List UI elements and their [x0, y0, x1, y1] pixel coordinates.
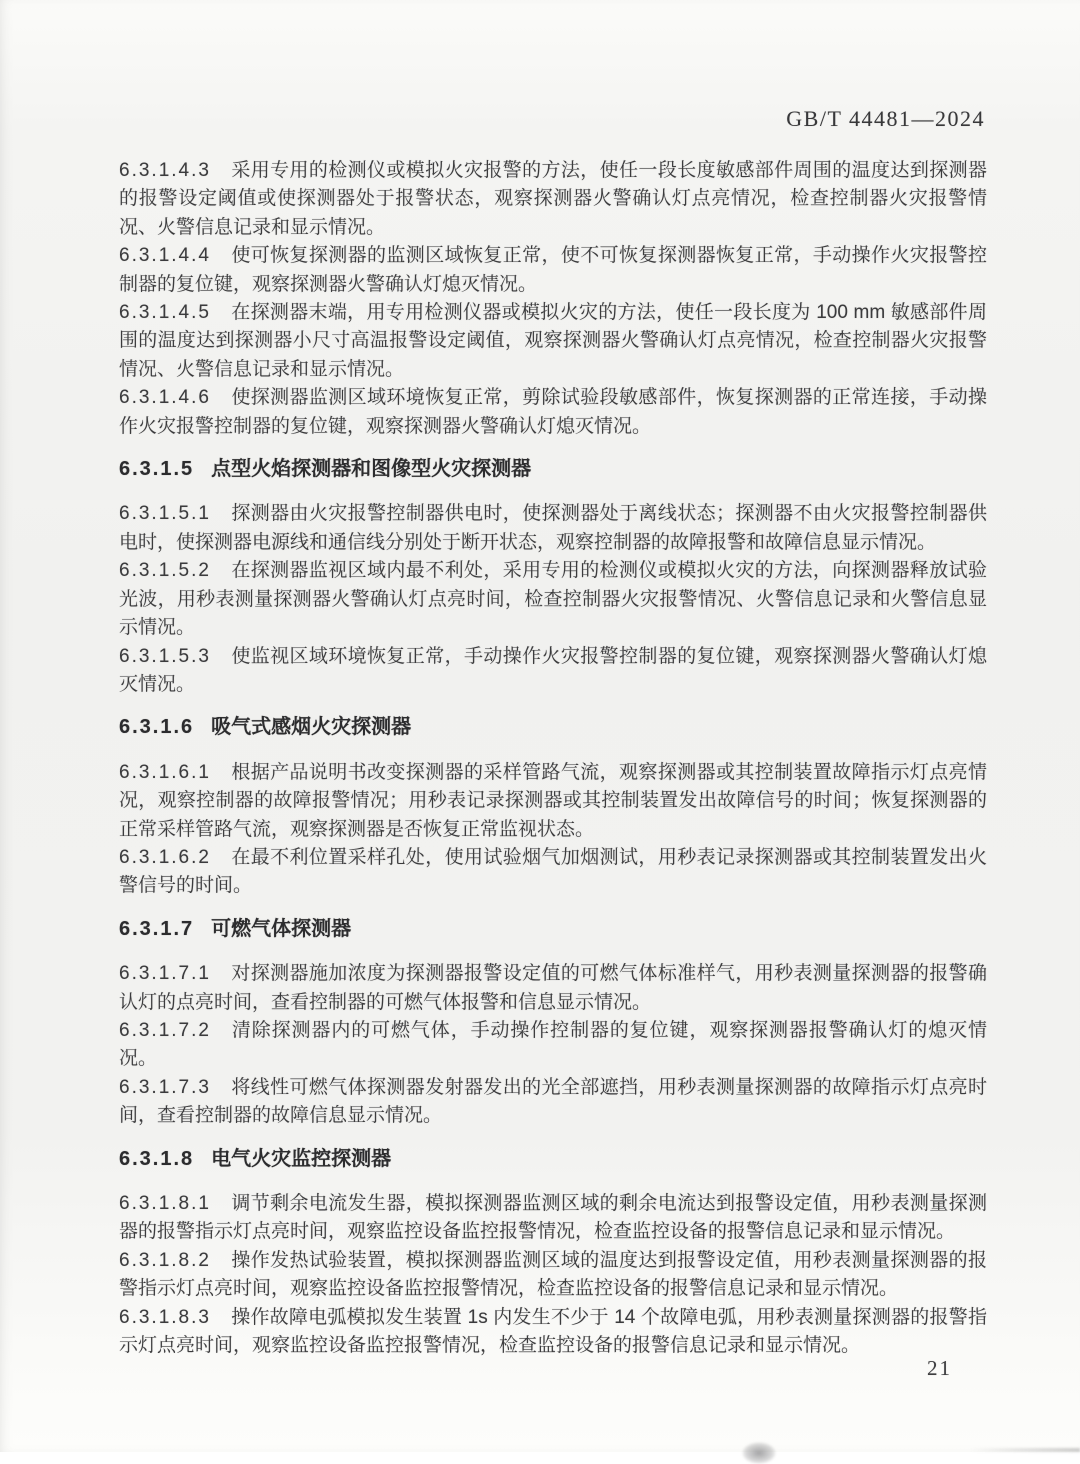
document-body	[119, 157, 987, 1360]
clause-number: 6.3.1.5.2	[119, 560, 211, 582]
section-heading	[119, 713, 987, 741]
clause-paragraph	[119, 1304, 987, 1361]
clause-text: 根据产品说明书改变探测器的采样管路气流，观察探测器或其控制装置故障指示灯点亮情况，观察控制器的故障报警情况；用秒表记录探测器或其控制装置发出故障信号的时间；恢复探测器的正常采样管路气流，观察探测器是否恢复正常监视状态。	[119, 761, 987, 840]
clause-text: 在最不利位置采样孔处，使用试验烟气加烟测试，用秒表记录探测器或其控制装置发出火警信号的时间。	[119, 846, 987, 897]
heading-text: 吸气式感烟火灾探测器	[211, 716, 412, 739]
clause-number: 6.3.1.4.5	[119, 302, 211, 324]
clause-number: 6.3.1.7.3	[119, 1076, 211, 1098]
clause-paragraph	[119, 299, 987, 384]
section-heading	[119, 455, 987, 483]
clause-number: 6.3.1.6.1	[119, 761, 211, 783]
clause-number: 6.3.1.4.4	[119, 245, 211, 267]
clause-paragraph	[119, 157, 987, 242]
clause-paragraph	[119, 557, 987, 642]
section-heading	[119, 1145, 987, 1173]
clause-paragraph	[119, 643, 987, 700]
clause-paragraph	[119, 1190, 987, 1247]
clause-text: 采用专用的检测仪或模拟火灾报警的方法，使任一段长度敏感部件周围的温度达到探测器的报警设定阈值或使探测器处于报警状态，观察探测器火警确认灯点亮情况，检查控制器火灾报警情况、火警信息记录和显示情况。	[119, 160, 987, 238]
heading-text: 可燃气体探测器	[211, 917, 352, 940]
clause-paragraph	[119, 759, 987, 844]
clause-number: 6.3.1.6	[119, 716, 195, 739]
clause-text: 使可恢复探测器的监测区域恢复正常，使不可恢复探测器恢复正常，手动操作火灾报警控制器的复位键，观察探测器火警确认灯熄灭情况。	[119, 245, 987, 295]
clause-number: 6.3.1.5.3	[119, 645, 211, 667]
clause-paragraph	[119, 1017, 987, 1074]
clause-number: 6.3.1.8.3	[119, 1306, 211, 1328]
clause-number: 6.3.1.8.2	[119, 1249, 211, 1271]
clause-number: 6.3.1.8.1	[119, 1193, 211, 1214]
scan-edge-shadow	[970, 1448, 1080, 1452]
clause-paragraph	[119, 500, 987, 557]
clause-number: 6.3.1.4.3	[119, 160, 211, 181]
page-number: 21	[927, 1356, 952, 1380]
clause-paragraph	[119, 242, 987, 299]
clause-text: 对探测器施加浓度为探测器报警设定值的可燃气体标准样气，用秒表测量探测器的报警确认灯的点亮时间，查看控制器的可燃气体报警和信息显示情况。	[119, 963, 987, 1013]
clause-number: 6.3.1.7.1	[119, 963, 211, 985]
clause-number: 6.3.1.7	[119, 917, 195, 940]
clause-text: 操作故障电弧模拟发生装置 1s 内发生不少于 14 个故障电弧，用秒表测量探测器的报警指示灯点亮时间，观察监控设备监控报警情况，检查监控设备的报警信息记录和显示情况。	[119, 1306, 987, 1357]
clause-paragraph	[119, 1247, 987, 1304]
clause-text: 探测器由火灾报警控制器供电时，使探测器处于离线状态；探测器不由火灾报警控制器供电时，使探测器电源线和通信线分别处于断开状态，观察控制器的故障报警和故障信息显示情况。	[119, 503, 987, 553]
clause-text: 在探测器监视区域内最不利处，采用专用的检测仪或模拟火灾的方法，向探测器释放试验光波，用秒表测量探测器火警确认灯点亮时间，检查控制器火灾报警情况、火警信息记录和火警信息显示情况。	[119, 560, 987, 639]
clause-number: 6.3.1.5	[119, 458, 195, 481]
clause-text: 操作发热试验装置，模拟探测器监测区域的温度达到报警设定值，用秒表测量探测器的报警指示灯点亮时间，观察监控设备监控报警情况，检查监控设备的报警信息记录和显示情况。	[119, 1249, 987, 1300]
section-heading	[119, 915, 987, 943]
clause-text: 使监视区域环境恢复正常，手动操作火灾报警控制器的复位键，观察探测器火警确认灯熄灭情况。	[119, 645, 987, 695]
clause-number: 6.3.1.5.1	[119, 503, 211, 525]
clause-text: 将线性可燃气体探测器发射器发出的光全部遮挡，用秒表测量探测器的故障指示灯点亮时间，查看控制器的故障信息显示情况。	[119, 1076, 987, 1127]
heading-text: 电气火灾监控探测器	[211, 1147, 392, 1170]
clause-paragraph	[119, 844, 987, 901]
scan-smudge	[742, 1442, 776, 1464]
clause-number: 6.3.1.7.2	[119, 1019, 211, 1041]
clause-paragraph	[119, 1074, 987, 1131]
clause-number: 6.3.1.8	[119, 1147, 195, 1170]
clause-paragraph	[119, 960, 987, 1017]
standard-code-header: GB/T 44481—2024	[786, 106, 985, 131]
clause-text: 清除探测器内的可燃气体，手动操作控制器的复位键，观察探测器报警确认灯的熄灭情况。	[119, 1019, 987, 1070]
clause-text: 在探测器末端，用专用检测仪器或模拟火灾的方法，使任一段长度为 100 mm 敏感部件周围的温度达到探测器小尺寸高温报警设定阈值，观察探测器火警确认灯点亮情况，检查控制器火灾报警情况、火警信息记录和显示情况。	[119, 302, 987, 380]
clause-text: 使探测器监测区域环境恢复正常，剪除试验段敏感部件，恢复探测器的正常连接，手动操作火灾报警控制器的复位键，观察探测器火警确认灯熄灭情况。	[119, 387, 987, 437]
clause-number: 6.3.1.6.2	[119, 846, 211, 868]
heading-text: 点型火焰探测器和图像型火灾探测器	[211, 458, 532, 481]
clause-paragraph	[119, 384, 987, 441]
clause-number: 6.3.1.4.6	[119, 387, 211, 409]
clause-text: 调节剩余电流发生器，模拟探测器监测区域的剩余电流达到报警设定值，用秒表测量探测器的报警指示灯点亮时间，观察监控设备监控报警情况，检查监控设备的报警信息记录和显示情况。	[119, 1193, 987, 1243]
